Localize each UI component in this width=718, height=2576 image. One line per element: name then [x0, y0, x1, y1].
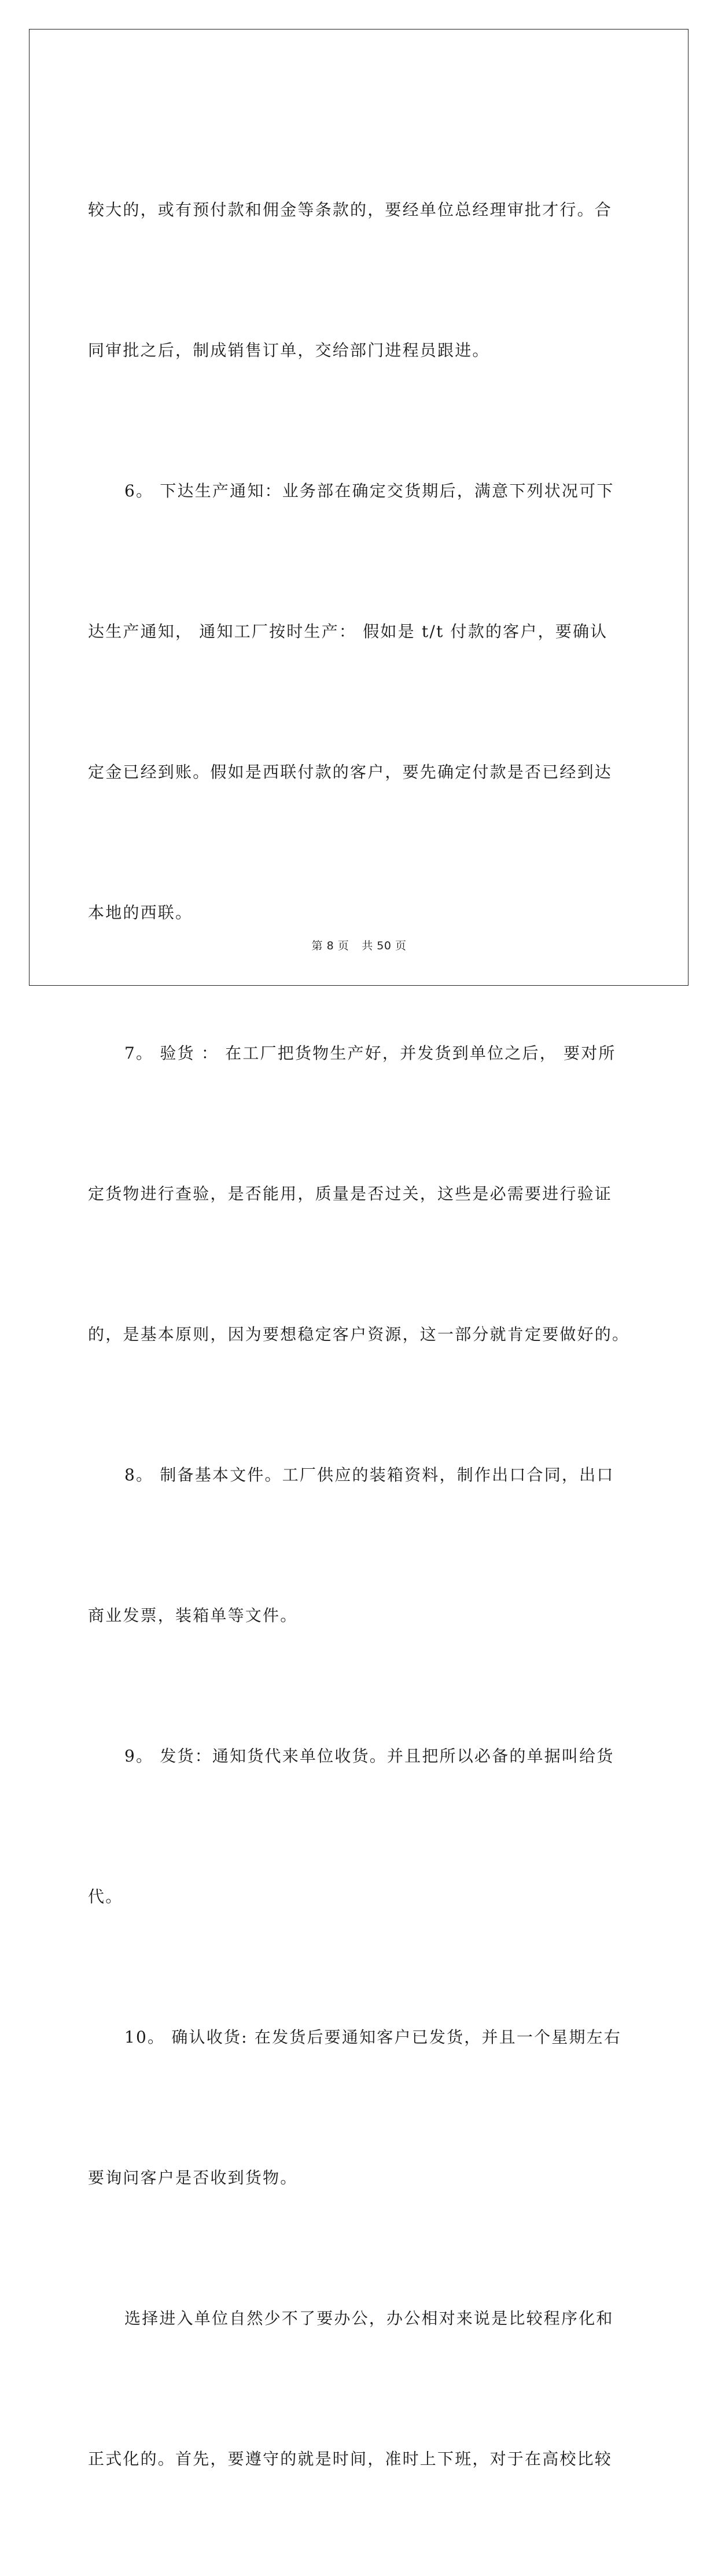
- text-line: 选择进入单位自然少不了要办公，办公相对来说是比较程序化和: [124, 2309, 614, 2328]
- text-line: 要询问客户是否收到货物。: [88, 2168, 298, 2187]
- text-line: 较大的，或有预付款和佣金等条款的，要经单位总经理审批才行。合: [88, 200, 613, 219]
- text-line: 10。 确认收货: 在发货后要通知客户已发货，并且一个星期左右: [124, 2028, 622, 2047]
- document-body: [88, 93, 632, 2576]
- text-line: 正式化的。首先，要遵守的就是时间，准时上下班，对于在高校比较: [88, 2449, 613, 2468]
- text-line: 的，是基本原则，因为要想稳定客户资源，这一部分就肯定要做好的。: [88, 1325, 630, 1344]
- text-line: 9。 发货：通知货代来单位收货。并且把所以必备的单据叫给货: [124, 1746, 614, 1766]
- page-footer: [0, 937, 718, 953]
- text-block: [88, 93, 632, 2576]
- text-line: 定货物进行查验，是否能用，质量是否过关，这些是必需要进行验证: [88, 1184, 613, 1203]
- text-line: 达生产通知， 通知工厂按时生产： 假如是 t/t 付款的客户，要确认: [88, 622, 608, 641]
- text-line: 8。 制备基本文件。工厂供应的装箱资料，制作出口合同，出口: [124, 1465, 614, 1484]
- text-line: 6。 下达生产通知：业务部在确定交货期后，满意下列状况可下: [124, 481, 614, 500]
- text-line: 7。 验货 ： 在工厂把货物生产好，并发货到单位之后， 要对所: [124, 1044, 616, 1063]
- text-line: 商业发票，装箱单等文件。: [88, 1606, 298, 1625]
- page-total: 共 50 页: [362, 939, 407, 952]
- page-number: 第 8 页: [311, 939, 349, 952]
- text-line: 同审批之后，制成销售订单，交给部门进程员跟进。: [88, 341, 490, 360]
- text-line: 本地的西联。: [88, 903, 193, 922]
- text-line: 定金已经到账。假如是西联付款的客户，要先确定付款是否已经到达: [88, 762, 613, 782]
- text-line: 代。: [88, 1887, 123, 1906]
